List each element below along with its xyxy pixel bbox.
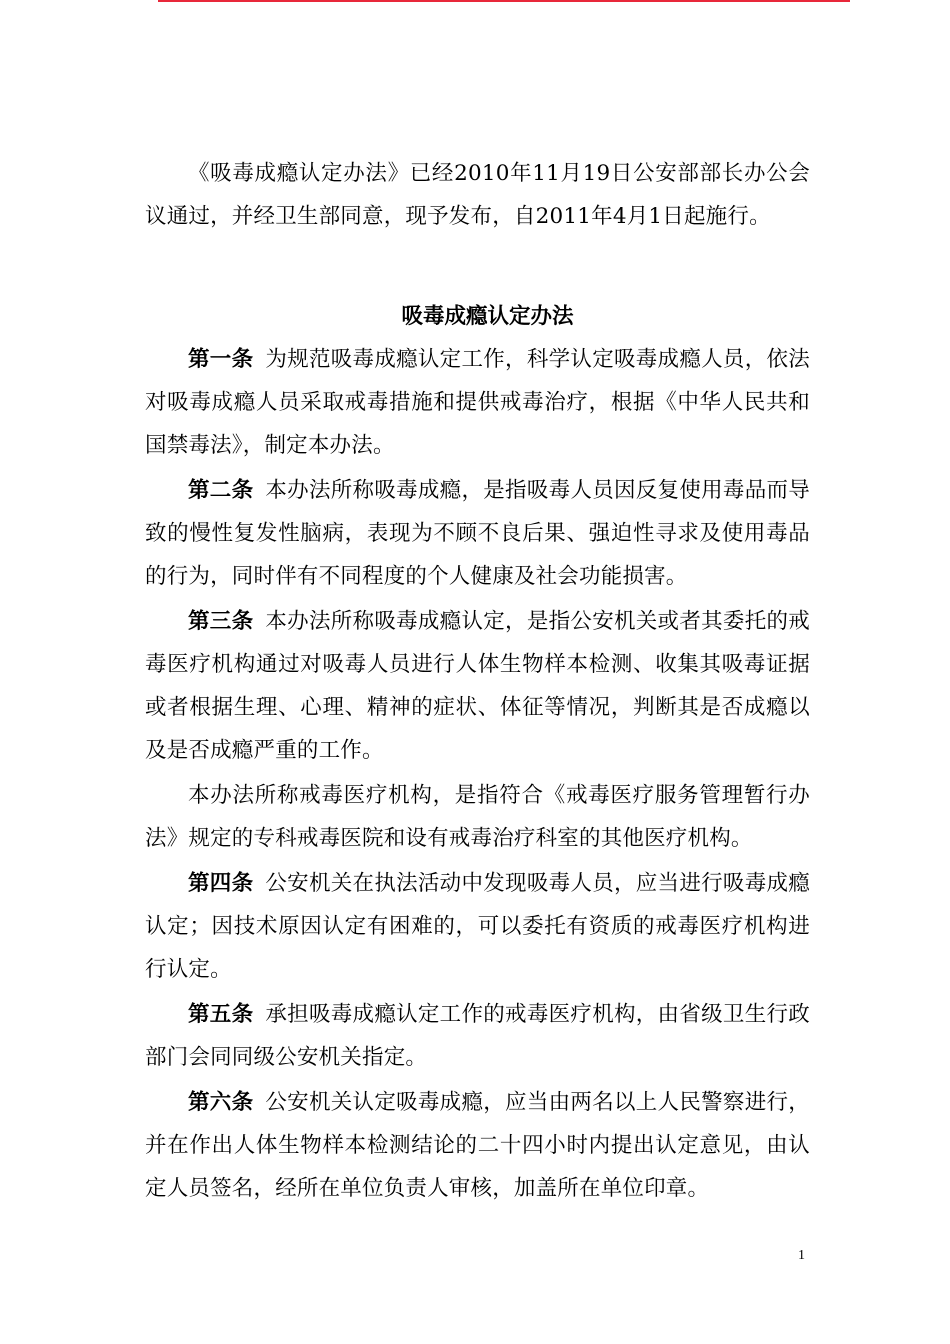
article-number: 第四条 (188, 871, 254, 896)
article-number: 第五条 (188, 1002, 254, 1027)
article-number: 第二条 (188, 478, 254, 503)
page-number: 1 (798, 1248, 805, 1263)
article-2 (145, 469, 810, 598)
article-number: 第三条 (188, 609, 254, 634)
document-title: 吸毒成瘾认定办法 (401, 304, 574, 329)
document-body (145, 152, 810, 1212)
article-number: 第六条 (188, 1090, 254, 1115)
article-text: 为规范吸毒成瘾认定工作，科学认定吸毒成瘾人员，依法对吸毒成瘾人员采取戒毒措施和提供戒毒治疗，根据《中华人民共和国禁毒法》，制定本办法。 (145, 347, 810, 458)
header-rule (158, 0, 850, 2)
article-3 (145, 600, 810, 772)
article-6 (145, 1081, 810, 1210)
article-text: 公安机关在执法活动中发现吸毒人员，应当进行吸毒成瘾认定；因技术原因认定有困难的，可以委托有资质的戒毒医疗机构进行认定。 (145, 871, 810, 982)
article-number: 第一条 (188, 347, 254, 372)
article-5 (145, 993, 810, 1079)
article-4 (145, 862, 810, 991)
article-text: 本办法所称吸毒成瘾认定，是指公安机关或者其委托的戒毒医疗机构通过对吸毒人员进行人体生物样本检测、收集其吸毒证据或者根据生理、心理、精神的症状、体征等情况，判断其是否成瘾以及是否成瘾严重的工作。 (145, 609, 810, 763)
article-3-paragraph-2 (145, 774, 810, 860)
intro-paragraph: 《吸毒成瘾认定办法》已经2010年11月19日公安部部长办公会议通过，并经卫生部同意，现予发布，自2011年4月1日起施行。 (145, 161, 810, 229)
article-text: 承担吸毒成瘾认定工作的戒毒医疗机构，由省级卫生行政部门会同同级公安机关指定。 (145, 1002, 810, 1070)
article-text: 本办法所称戒毒医疗机构，是指符合《戒毒医疗服务管理暂行办法》规定的专科戒毒医院和设有戒毒治疗科室的其他医疗机构。 (145, 783, 810, 851)
article-1 (145, 338, 810, 467)
article-text: 公安机关认定吸毒成瘾，应当由两名以上人民警察进行，并在作出人体生物样本检测结论的二十四小时内提出认定意见，由认定人员签名，经所在单位负责人审核，加盖所在单位印章。 (145, 1090, 810, 1201)
article-text: 本办法所称吸毒成瘾，是指吸毒人员因反复使用毒品而导致的慢性复发性脑病，表现为不顾不良后果、强迫性寻求及使用毒品的行为，同时伴有不同程度的个人健康及社会功能损害。 (145, 478, 810, 589)
